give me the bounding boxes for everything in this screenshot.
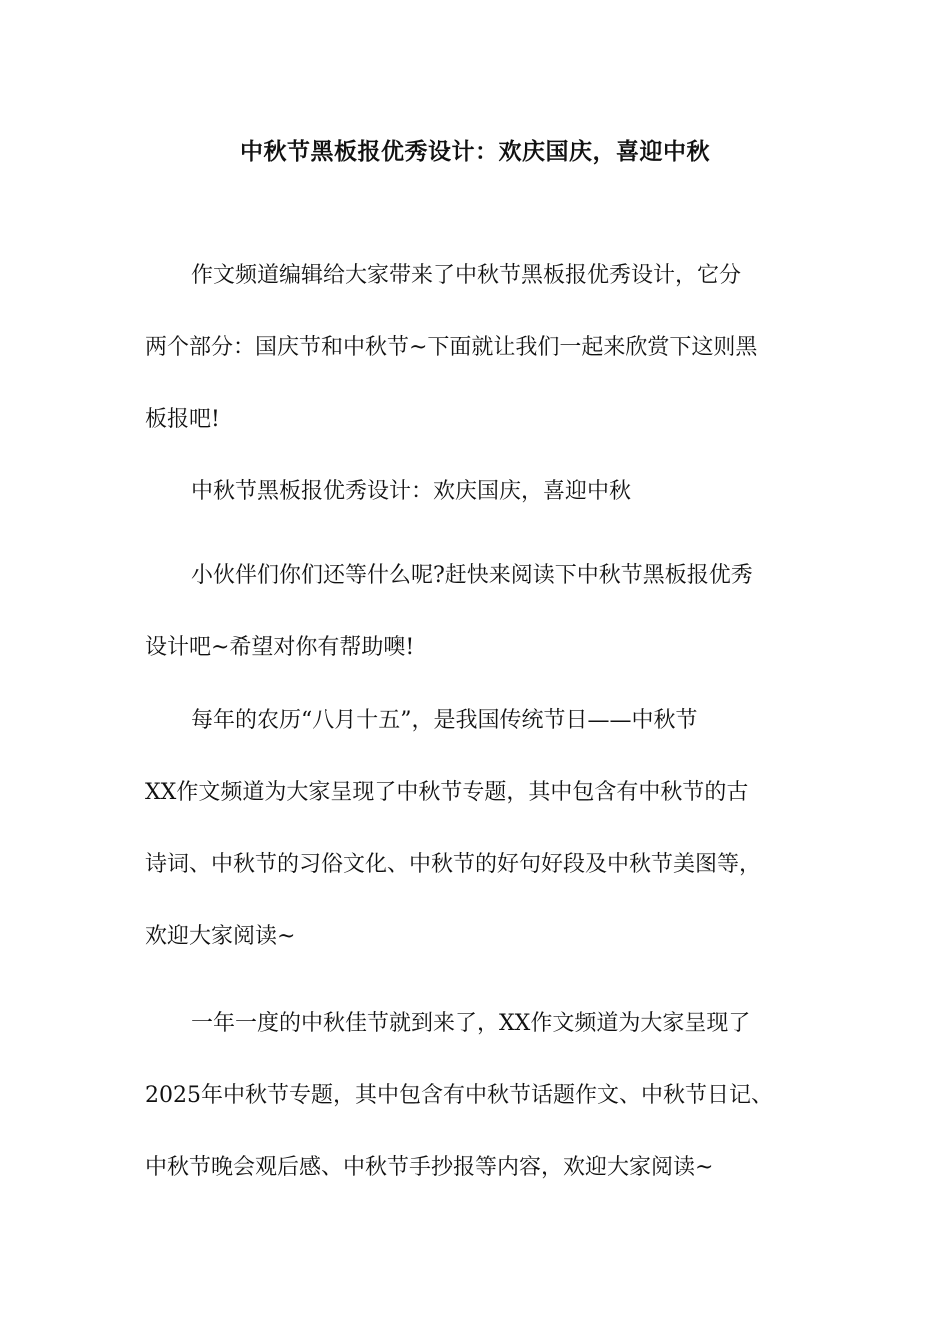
paragraph-line: 中秋节黑板报优秀设计：欢庆国庆，喜迎中秋 — [191, 479, 632, 504]
paragraph-intro — [145, 240, 835, 456]
paragraph-line: 2025年中秋节专题，其中包含有中秋节话题作文、中秋节日记、 — [145, 1083, 773, 1108]
paragraph-line: 作文频道编辑给大家带来了中秋节黑板报优秀设计，它分 — [191, 263, 742, 288]
paragraph-line: 板报吧! — [145, 407, 220, 432]
paragraph-line: 中秋节晚会观后感、中秋节手抄报等内容，欢迎大家阅读~ — [145, 1155, 714, 1180]
paragraph-subtitle — [145, 456, 835, 528]
paragraph-line: 一年一度的中秋佳节就到来了，XX作文频道为大家呈现了 — [191, 1011, 751, 1036]
paragraph-invite — [145, 540, 835, 684]
paragraph-line: 每年的农历“八月十五”，是我国传统节日——中秋节 — [191, 708, 698, 733]
paragraph-line: 诗词、中秋节的习俗文化、中秋节的好句好段及中秋节美图等， — [145, 852, 762, 877]
paragraph-line: 欢迎大家阅读~ — [145, 924, 296, 949]
paragraph-line: 设计吧~希望对你有帮助噢! — [145, 635, 415, 660]
paragraph-line: XX作文频道为大家呈现了中秋节专题，其中包含有中秋节的古 — [145, 780, 749, 805]
paragraph-festival-special — [145, 988, 835, 1204]
paragraph-mid-autumn-topic — [145, 685, 835, 973]
paragraph-line: 两个部分：国庆节和中秋节~下面就让我们一起来欣赏下这则黑 — [145, 335, 758, 360]
paragraph-line: 小伙伴们你们还等什么呢?赶快来阅读下中秋节黑板报优秀 — [191, 563, 753, 588]
document-title: 中秋节黑板报优秀设计：欢庆国庆，喜迎中秋 — [240, 138, 710, 165]
